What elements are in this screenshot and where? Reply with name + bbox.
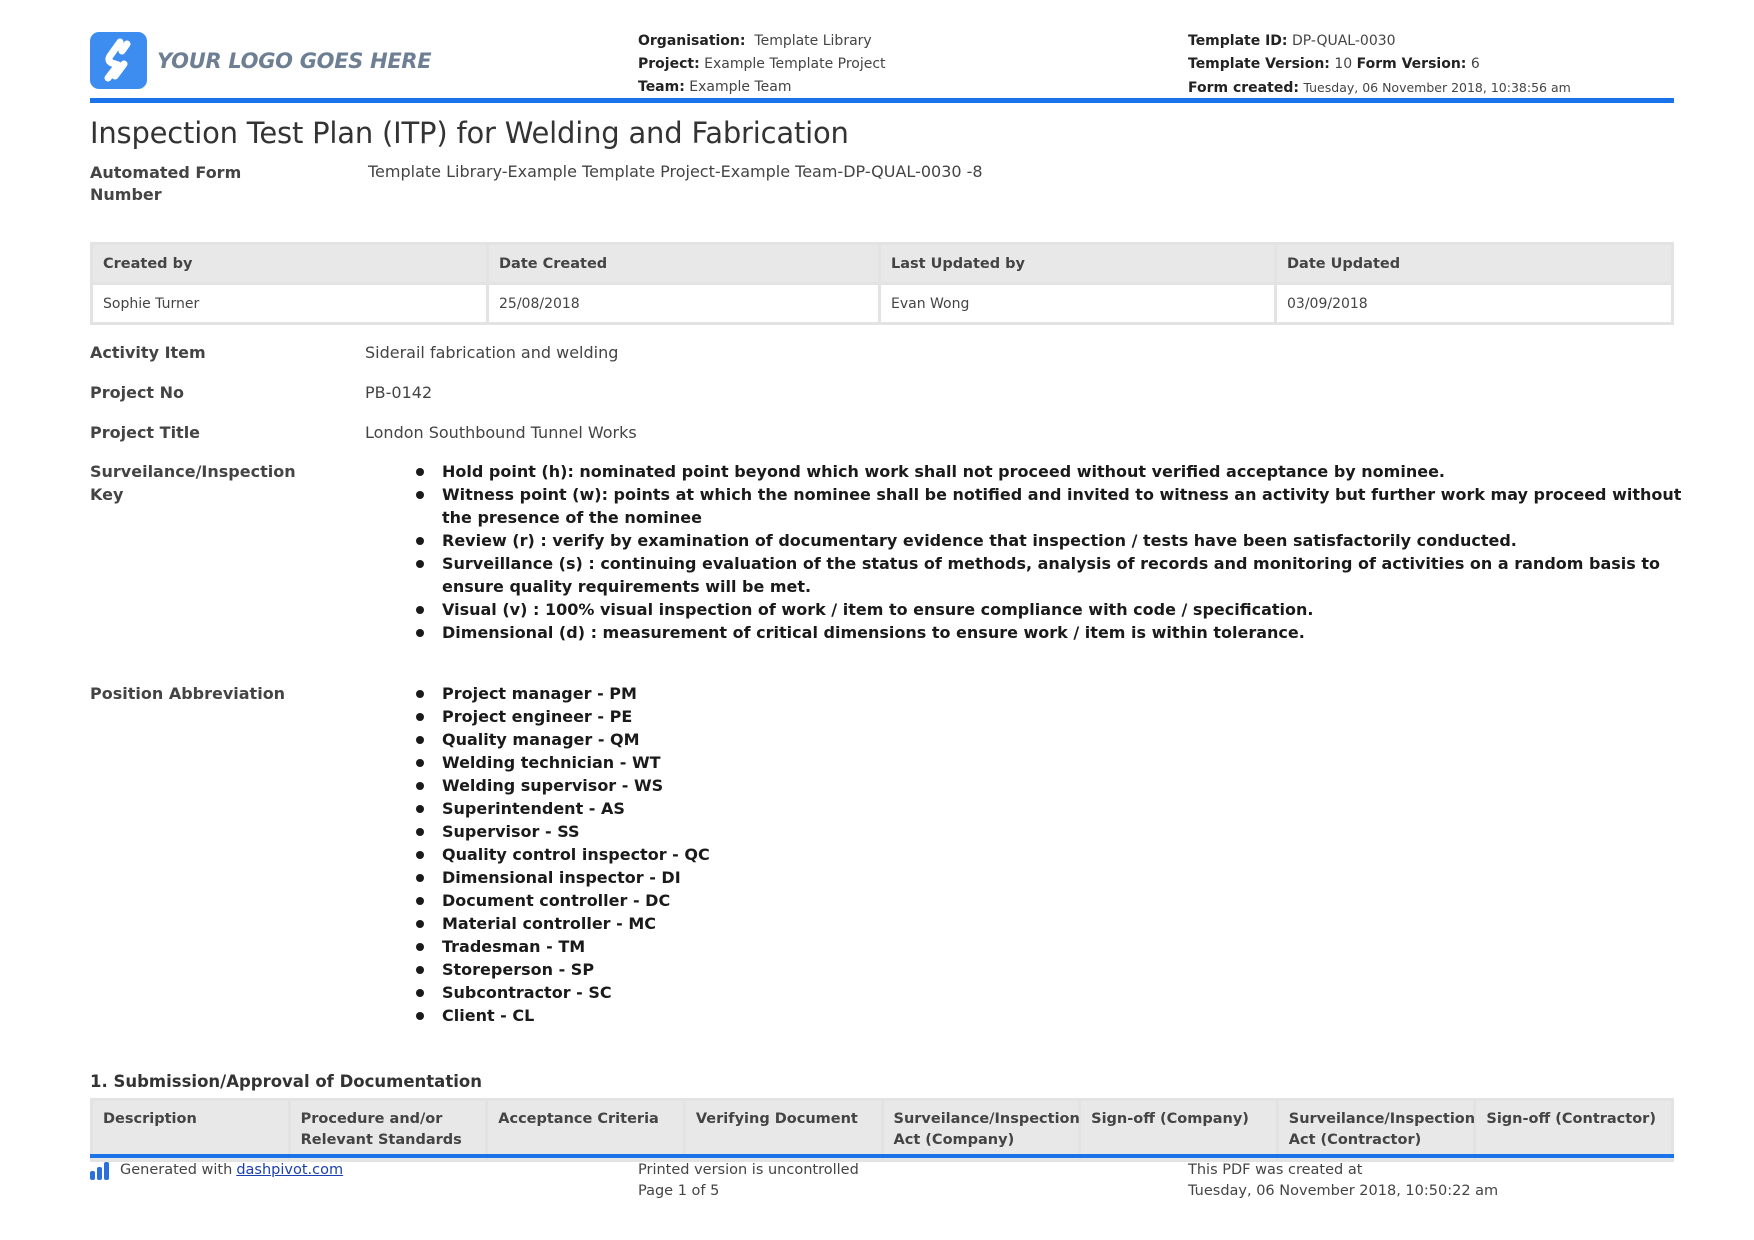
company-logo: [90, 32, 431, 89]
list-item: Project engineer - PE: [410, 705, 1710, 728]
table-header-cell: Verifying Document: [684, 1100, 882, 1161]
table-cell: 25/08/2018: [488, 284, 880, 324]
logo-icon: [90, 32, 147, 89]
form-version-value: 6: [1470, 56, 1480, 72]
position-abbreviation-list: [410, 682, 1710, 1027]
pdf-created-label: This PDF was created at: [1188, 1162, 1363, 1178]
organisation-meta: [638, 30, 886, 99]
list-item: Review (r) : verify by examination of documentary evidence that inspection / tests have been satisfactorily conducted.: [410, 529, 1710, 552]
table-cell: 03/09/2018: [1276, 284, 1673, 324]
template-meta: [1188, 30, 1571, 100]
list-item: Tradesman - TM: [410, 935, 1710, 958]
list-item: Client - CL: [410, 1004, 1710, 1027]
table-row: [92, 284, 1673, 324]
table-header-cell: Acceptance Criteria: [487, 1100, 685, 1161]
team-label: Team:: [638, 79, 685, 95]
header-divider: [90, 98, 1674, 103]
dashpivot-icon: [90, 1162, 114, 1180]
section-title: 1. Submission/Approval of Documentation: [90, 1072, 482, 1091]
footer-right: [1188, 1160, 1498, 1202]
generated-with: [90, 1160, 343, 1181]
table-header-row: [92, 244, 1673, 284]
template-id-value: DP-QUAL-0030: [1291, 33, 1396, 49]
page-title: Inspection Test Plan (ITP) for Welding and Fabrication: [90, 116, 849, 150]
form-created-label: Form created:: [1188, 80, 1299, 96]
pdf-created-value: Tuesday, 06 November 2018, 10:50:22 am: [1188, 1183, 1499, 1199]
team-value: Example Team: [689, 79, 792, 95]
list-item: Hold point (h): nominated point beyond which work shall not proceed without verified acceptance by nominee.: [410, 460, 1710, 483]
form-created-value: Tuesday, 06 November 2018, 10:38:56 am: [1303, 80, 1571, 95]
list-item: Subcontractor - SC: [410, 981, 1710, 1004]
automated-form-number-label: Automated Form Number: [90, 163, 242, 204]
template-version-value: 10: [1334, 56, 1353, 72]
list-item: Quality control inspector - QC: [410, 843, 1710, 866]
table-header-cell: Procedure and/or Relevant Standards: [289, 1100, 487, 1161]
table-header-cell: Surveilance/Inspection Act (Company): [882, 1100, 1080, 1161]
submission-approval-table: [90, 1098, 1674, 1162]
list-item: Visual (v) : 100% visual inspection of work / item to ensure compliance with code / specification.: [410, 598, 1710, 621]
list-item: Dimensional inspector - DI: [410, 866, 1710, 889]
template-id-label: Template ID:: [1188, 33, 1288, 49]
list-item: Welding technician - WT: [410, 751, 1710, 774]
table-cell: Sophie Turner: [92, 284, 488, 324]
field-value: London Southbound Tunnel Works: [365, 423, 637, 442]
table-header-cell: Created by: [92, 244, 488, 284]
created-updated-table: [90, 242, 1674, 325]
list-item: Storeperson - SP: [410, 958, 1710, 981]
organisation-value: Template Library: [754, 33, 872, 49]
automated-form-number-value: Template Library-Example Template Project-Example Team-DP-QUAL-0030 -8: [368, 162, 983, 181]
list-item: Superintendent - AS: [410, 797, 1710, 820]
list-item: Dimensional (d) : measurement of critical dimensions to ensure work / item is within tolerance.: [410, 621, 1710, 644]
inspection-key-list: [410, 460, 1710, 644]
table-header-cell: Sign-off (Company): [1080, 1100, 1278, 1161]
list-item: Material controller - MC: [410, 912, 1710, 935]
list-item: Document controller - DC: [410, 889, 1710, 912]
list-item: Welding supervisor - WS: [410, 774, 1710, 797]
field-value: PB-0142: [365, 383, 433, 402]
table-cell: Evan Wong: [880, 284, 1276, 324]
footer-middle: [638, 1160, 859, 1202]
list-item: Witness point (w): points at which the nominee shall be notified and invited to witness an activity but further work may proceed without the presence of the nominee: [410, 483, 1710, 529]
table-header-cell: Date Created: [488, 244, 880, 284]
table-header-cell: Surveilance/Inspection Act (Contractor): [1277, 1100, 1475, 1161]
list-item: Project manager - PM: [410, 682, 1710, 705]
generated-with-text: Generated with: [120, 1162, 233, 1178]
table-header-cell: Date Updated: [1276, 244, 1673, 284]
page-number: Page 1 of 5: [638, 1183, 720, 1199]
page-header: [90, 28, 1674, 102]
field-label: Position Abbreviation: [90, 684, 286, 703]
list-item: Quality manager - QM: [410, 728, 1710, 751]
field-label: Project No: [90, 383, 185, 402]
uncontrolled-notice: Printed version is uncontrolled: [638, 1162, 859, 1178]
footer-divider: [90, 1154, 1674, 1158]
table-header-cell: Last Updated by: [880, 244, 1276, 284]
table-header-cell: Description: [92, 1100, 290, 1161]
list-item: Surveillance (s) : continuing evaluation of the status of methods, analysis of records and monitoring of activities on a random basis to ensure quality requirements will be met.: [410, 552, 1710, 598]
field-label: Activity Item: [90, 343, 206, 362]
organisation-label: Organisation:: [638, 33, 746, 49]
form-version-label: Form Version:: [1356, 56, 1467, 72]
project-value: Example Template Project: [704, 56, 886, 72]
field-label: Surveilance/Inspection Key: [90, 462, 296, 504]
table-header-row: [92, 1100, 1673, 1161]
template-version-label: Template Version:: [1188, 56, 1330, 72]
list-item: Supervisor - SS: [410, 820, 1710, 843]
dashpivot-link[interactable]: dashpivot.com: [236, 1162, 344, 1178]
logo-text: YOUR LOGO GOES HERE: [157, 48, 432, 73]
table-header-cell: Sign-off (Contractor): [1475, 1100, 1673, 1161]
field-label: Project Title: [90, 423, 201, 442]
field-value: Siderail fabrication and welding: [365, 343, 619, 362]
project-label: Project:: [638, 56, 700, 72]
